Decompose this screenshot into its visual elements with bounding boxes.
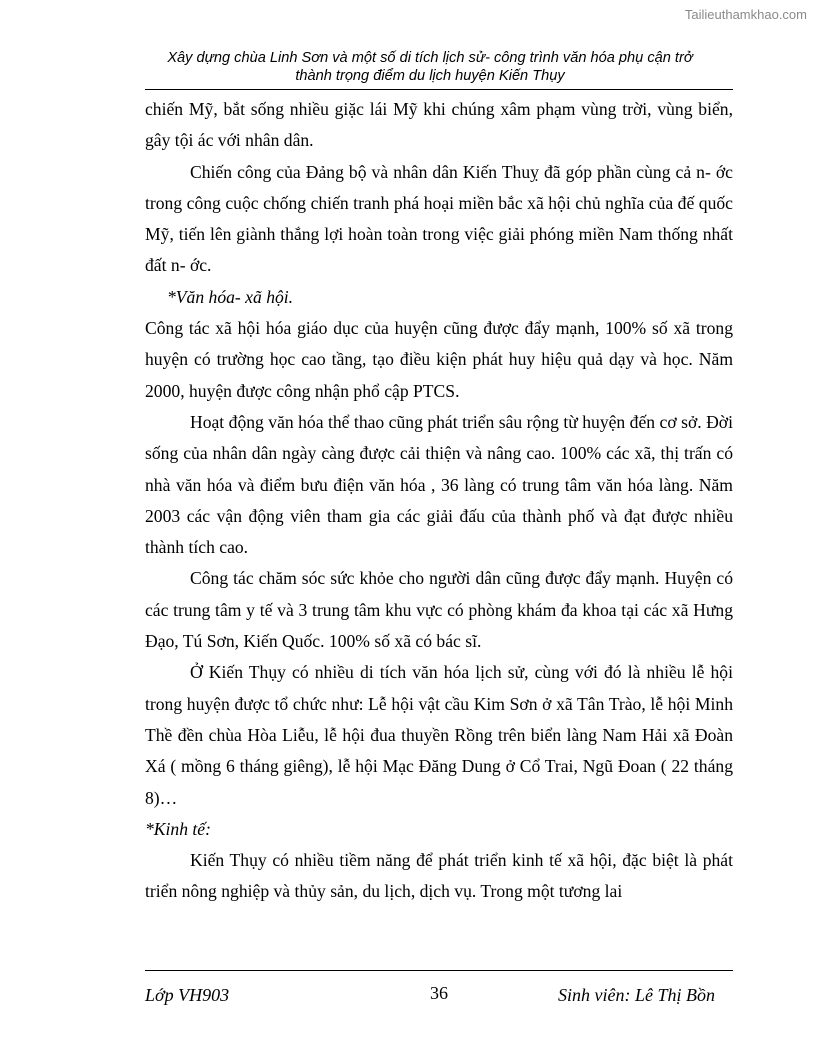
- paragraph: Công tác chăm sóc sức khỏe cho người dân cũng được đẩy mạnh. Huyện có các trung tâm y tế và 3 trung tâm khu vực có phòng khám đa khoa tại các xã Hưng Đạo, Tú Sơn, Kiến Quốc. 100% số xã có bác sĩ.: [145, 568, 733, 652]
- paragraph: Kiến Thụy có nhiều tiềm năng để phát triển kinh tế xã hội, đặc biệt là phát triển nông nghiệp và thủy sản, du lịch, dịch vụ. Trong một tương lai: [145, 850, 733, 902]
- page-header: [120, 49, 740, 85]
- paragraph: chiến Mỹ, bắt sống nhiều giặc lái Mỹ khi chúng xâm phạm vùng trời, vùng biển, gây tội ác với nhân dân.: [145, 99, 733, 151]
- header-line-1: Xây dựng chùa Linh Sơn và một số di tích lịch sử- công trình văn hóa phụ cận trở: [167, 50, 693, 66]
- page-number: 36: [430, 983, 448, 1003]
- footer-class-label: Lớp VH903: [145, 985, 230, 1005]
- footer-divider: [145, 970, 733, 971]
- header-line-2: thành trọng điểm du lịch huyện Kiến Thụy: [295, 68, 565, 84]
- paragraph: Hoạt động văn hóa thể thao cũng phát triển sâu rộng từ huyện đến cơ sở. Đời sống của nhân dân ngày càng được cải thiện và nâng cao. 100% các xã, thị trấn có nhà văn hóa và điểm bưu điện văn hóa , 36 làng có trung tâm văn hóa làng. Năm 2003 các vận động viên tham gia các giải đấu của thành phố và đạt được nhiều thành tích cao.: [145, 411, 733, 558]
- section-heading-economy: *Kinh tế:: [145, 818, 211, 839]
- paragraph: Ở Kiến Thụy có nhiều di tích văn hóa lịch sử, cùng với đó là nhiều lễ hội trong huyện được tổ chức như: Lễ hội vật cầu Kim Sơn ở xã Tân Trào, lễ hội Minh Thề đền chùa Hòa Liễu, lễ hội đua thuyền Rồng trên biển làng Nam Hải xã Đoàn Xá ( mồng 6 tháng giêng), lễ hội Mạc Đăng Dung ở Cổ Trai, Ngũ Đoan ( 22 tháng 8)…: [145, 662, 733, 808]
- section-heading-culture: *Văn hóa- xã hội.: [167, 286, 294, 307]
- paragraph: Chiến công của Đảng bộ và nhân dân Kiến Thuỵ đã góp phần cùng cả n- ớc trong công cuộc chống chiến tranh phá hoại miền bắc xã hội chủ nghĩa của đế quốc Mỹ, tiến lên giành thắng lợi hoàn toàn trong việc giải phóng miền Nam thống nhất đất n- ớc.: [145, 161, 733, 276]
- header-divider: [145, 89, 733, 90]
- document-body: [145, 94, 733, 908]
- watermark: Tailieuthamkhao.com: [684, 7, 807, 22]
- paragraph: Công tác xã hội hóa giáo dục của huyện cũng được đẩy mạnh, 100% số xã trong huyện có trường học cao tầng, tạo điều kiện phát huy hiệu quả dạy và học. Năm 2000, huyện được công nhận phổ cập PTCS.: [145, 318, 733, 401]
- footer-student-label: Sinh viên: Lê Thị Bồn: [558, 985, 715, 1005]
